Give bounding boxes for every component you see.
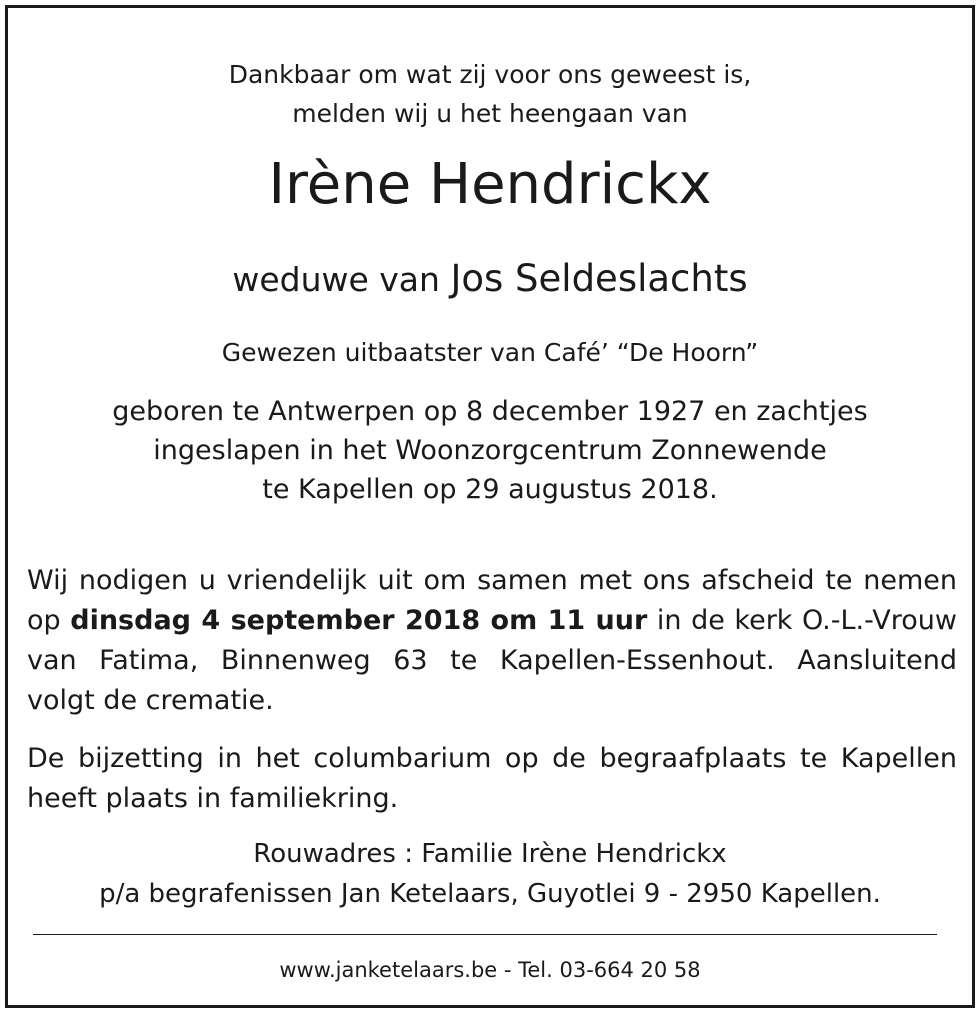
bio-line-1: geboren te Antwerpen op 8 december 1927 en zachtjes [112,396,868,427]
bio-line-2: ingeslapen in het Woonzorgcentrum Zonnewende [153,435,827,466]
ceremony-line-2-post: in de kerk O.-L.-Vrouw [656,605,957,636]
burial-paragraph [27,739,957,819]
intro-line-1: Dankbaar om wat zij voor ons geweest is, [228,60,752,89]
widow-prefix: weduwe van [232,260,440,299]
widow-of-line [0,257,980,300]
ceremony-paragraph [27,561,957,721]
address-line-1: Rouwadres : Familie Irène Hendrickx [253,839,727,869]
address-line-2: p/a begrafenissen Jan Ketelaars, Guyotlei 9 - 2950 Kapellen. [99,879,881,909]
ceremony-line-2-pre: op [27,605,61,636]
deceased-name: Irène Hendrickx [268,152,712,217]
burial-line-2: heeft plaats in familiekring. [27,783,399,814]
ceremony-line-3: van Fatima, Binnenweg 63 te Kapellen-Essenhout. Aansluitend [27,645,957,676]
intro-line-2: melden wij u het heengaan van [292,99,688,128]
burial-line-1: De bijzetting in het columbarium op de begraafplaats te Kapellen [27,743,957,774]
bio-line-3: te Kapellen op 29 augustus 2018. [262,474,718,505]
ceremony-date: dinsdag 4 september 2018 om 11 uur [70,605,648,636]
ceremony-line-1: Wij nodigen u vriendelijk uit om samen met ons afscheid te nemen [27,565,957,596]
ceremony-line-2 [27,601,957,641]
husband-name: Jos Seldeslachts [450,257,748,300]
occupation: Gewezen uitbaatster van Café’ “De Hoorn” [221,338,759,367]
ceremony-line-4: volgt de crematie. [27,685,274,716]
footer-contact: www.janketelaars.be - Tel. 03-664 20 58 [279,958,701,982]
footer-divider [33,934,937,935]
